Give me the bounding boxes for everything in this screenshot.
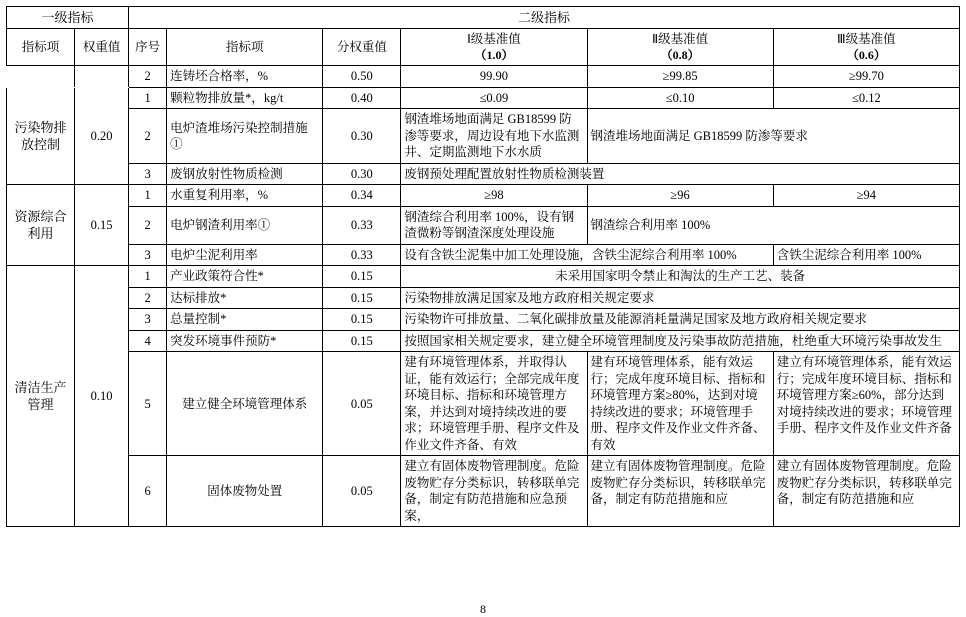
- row-level1: 99.90: [401, 66, 587, 88]
- row-level1: 钢渣堆场地面满足 GB18599 防渗等要求，周边设有地下水监测井、定期监测地下水水质: [401, 109, 587, 164]
- header-group-primary: 一级指标: [7, 7, 129, 29]
- table-row: [7, 87, 960, 109]
- header-level3-value: （0.6）: [846, 47, 886, 62]
- header-level1-title: Ⅰ级基准值: [467, 32, 521, 47]
- row-level3: 建立有环境管理体系，能有效运行；完成年度环境目标、指标和环境管理方案≥60%，部分达到对境持续改进的要求；环境管理手册、程序文件及作业文件齐备: [773, 352, 959, 456]
- row-seq: 5: [129, 352, 167, 456]
- row-sub-weight: 0.05: [323, 456, 401, 527]
- row-seq: 2: [129, 66, 167, 88]
- row-index-name: 建立健全环境管理体系: [167, 352, 323, 456]
- row-sub-weight: 0.15: [323, 309, 401, 331]
- row-index-name: 达标排放*: [167, 287, 323, 309]
- row-seq: 4: [129, 330, 167, 352]
- table-row: [7, 352, 960, 456]
- table-row: [7, 206, 960, 244]
- row-level123: 按照国家相关规定要求，建立健全环境管理制度及污染事故防范措施，杜绝重大环境污染事故发生: [401, 330, 960, 352]
- header-group-secondary: 二级指标: [129, 7, 960, 29]
- row-seq: 3: [129, 163, 167, 185]
- table-row: [7, 66, 960, 88]
- row-level3: ≥94: [773, 185, 959, 207]
- row-index-name: 连铸坯合格率，%: [167, 66, 323, 88]
- table-row: [7, 266, 960, 288]
- row-level23: 钢渣堆场地面满足 GB18599 防渗等要求: [587, 109, 959, 164]
- row-weight-pollution: 0.20: [75, 87, 129, 185]
- row-level1: ≤0.09: [401, 87, 587, 109]
- row-level1: 建有环境管理体系，并取得认证，能有效运行；全部完成年度环境目标、指标和环境管理方案，并达到对境持续改进的要求；环境管理手册、程序文件及作业文件齐备、有效: [401, 352, 587, 456]
- header-weight: 权重值: [75, 29, 129, 66]
- row-sub-weight: 0.15: [323, 330, 401, 352]
- row-category-cleanproduction: 清洁生产管理: [7, 266, 75, 527]
- table-row: [7, 185, 960, 207]
- row-sub-weight: 0.15: [323, 266, 401, 288]
- row-index-name: 电炉尘泥利用率: [167, 244, 323, 266]
- row-level2: 建有环境管理体系，能有效运行；完成年度环境目标、指标和环境管理方案≥80%，达到对境持续改进的要求；环境管理手册、程序文件及作业文件齐备、有效: [587, 352, 773, 456]
- header-level2: [587, 29, 773, 66]
- table-header-group-row: [7, 7, 960, 29]
- row-level1: 建立有固体废物管理制度。危险废物贮存分类标识，转移联单完备，制定有防范措施和应急预案，: [401, 456, 587, 527]
- criteria-table: [6, 6, 960, 527]
- header-level1-value: （1.0）: [474, 47, 514, 62]
- row-seq: 3: [129, 309, 167, 331]
- header-level3: [773, 29, 959, 66]
- row-seq: 2: [129, 109, 167, 164]
- header-level3-title: Ⅲ级基准值: [837, 32, 896, 47]
- row-sub-weight: 0.05: [323, 352, 401, 456]
- row-sub-weight: 0.40: [323, 87, 401, 109]
- row-index-name: 总量控制*: [167, 309, 323, 331]
- table-header-row: [7, 29, 960, 66]
- header-level1: [401, 29, 587, 66]
- row-seq: 1: [129, 266, 167, 288]
- row-index-name: 产业政策符合性*: [167, 266, 323, 288]
- row-index-name: 电炉渣堆场污染控制措施①: [167, 109, 323, 164]
- table-row: [7, 287, 960, 309]
- row-category-pollution: 污染物排放控制: [7, 87, 75, 185]
- header-seq: 序号: [129, 29, 167, 66]
- header-category: 指标项: [7, 29, 75, 66]
- row-category-resource: 资源综合利用: [7, 185, 75, 266]
- row-seq: 3: [129, 244, 167, 266]
- row-level3: 建立有固体废物管理制度。危险废物贮存分类标识，转移联单完备，制定有防范措施和应: [773, 456, 959, 527]
- table-row: [7, 309, 960, 331]
- row-seq: 2: [129, 206, 167, 244]
- row-level2: ≥99.85: [587, 66, 773, 88]
- row-sub-weight: 0.50: [323, 66, 401, 88]
- row-level3: 含铁尘泥综合利用率 100%: [773, 244, 959, 266]
- row-level3: ≤0.12: [773, 87, 959, 109]
- row-level2: ≤0.10: [587, 87, 773, 109]
- row-level3: ≥99.70: [773, 66, 959, 88]
- header-level2-title: Ⅱ级基准值: [652, 32, 709, 47]
- table-row: [7, 109, 960, 164]
- row-sub-weight: 0.33: [323, 244, 401, 266]
- document-page: [6, 6, 960, 616]
- row-sub-weight: 0.33: [323, 206, 401, 244]
- row-level1: 钢渣综合利用率 100%，设有钢渣微粉等钢渣深度处理设施: [401, 206, 587, 244]
- row-index-name: 突发环境事件预防*: [167, 330, 323, 352]
- row-sub-weight: 0.30: [323, 109, 401, 164]
- row-level2: ≥96: [587, 185, 773, 207]
- row-index-name: 颗粒物排放量*，kg/t: [167, 87, 323, 109]
- page-number: 8: [480, 602, 486, 616]
- row-level2: 建立有固体废物管理制度。危险废物贮存分类标识，转移联单完备，制定有防范措施和应: [587, 456, 773, 527]
- row-index-name: 电炉钢渣利用率①: [167, 206, 323, 244]
- table-row: [7, 456, 960, 527]
- header-sub-weight: 分权重值: [323, 29, 401, 66]
- row-category-empty: [7, 66, 75, 88]
- row-sub-weight: 0.34: [323, 185, 401, 207]
- row-index-name: 水重复利用率，%: [167, 185, 323, 207]
- table-row: [7, 330, 960, 352]
- row-weight-resource: 0.15: [75, 185, 129, 266]
- row-level123: 废钢预处理配置放射性物质检测装置: [401, 163, 960, 185]
- table-row: [7, 163, 960, 185]
- row-level123: 未采用国家明令禁止和淘汰的生产工艺、装备: [401, 266, 960, 288]
- row-weight-empty: [75, 66, 129, 88]
- row-level123: 污染物许可排放量、二氧化碳排放量及能源消耗量满足国家及地方政府相关规定要求: [401, 309, 960, 331]
- row-seq: 2: [129, 287, 167, 309]
- table-row: [7, 244, 960, 266]
- row-seq: 1: [129, 185, 167, 207]
- row-seq: 1: [129, 87, 167, 109]
- row-index-name: 固体废物处置: [167, 456, 323, 527]
- row-level23: 钢渣综合利用率 100%: [587, 206, 959, 244]
- row-index-name: 废钢放射性物质检测: [167, 163, 323, 185]
- header-level2-value: （0.8）: [660, 47, 700, 62]
- row-seq: 6: [129, 456, 167, 527]
- row-sub-weight: 0.30: [323, 163, 401, 185]
- row-level12: 设有含铁尘泥集中加工处理设施，含铁尘泥综合利用率 100%: [401, 244, 773, 266]
- row-level123: 污染物排放满足国家及地方政府相关规定要求: [401, 287, 960, 309]
- row-weight-cleanproduction: 0.10: [75, 266, 129, 527]
- header-index-name: 指标项: [167, 29, 323, 66]
- row-level1: ≥98: [401, 185, 587, 207]
- row-sub-weight: 0.15: [323, 287, 401, 309]
